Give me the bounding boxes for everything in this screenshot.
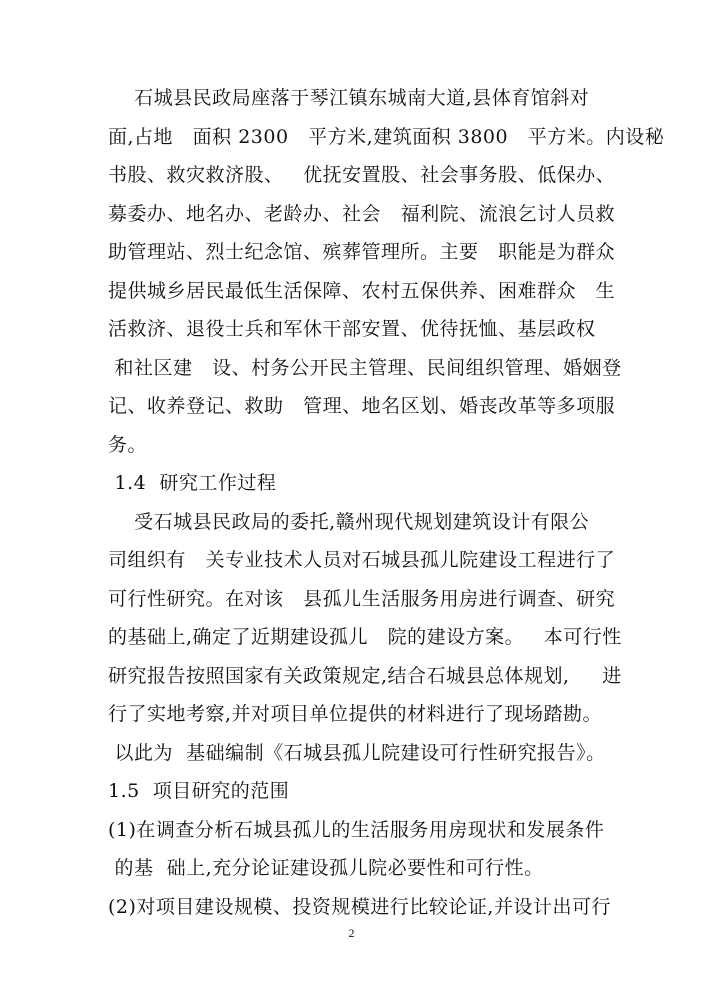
body-text-line: (2)对项目建设规模、投资规模进行比较论证,并设计出可行	[108, 896, 611, 918]
page-number: 2	[348, 926, 355, 940]
body-text-line: 募委办、地名办、老龄办、社会 福利院、流浪乞讨人员救	[108, 203, 616, 225]
body-text-line: 研究报告按照国家有关政策规定,结合石城县总体规划, 进	[108, 665, 622, 687]
body-text-line: 书股、救灾救济股、 优抚安置股、社会事务股、低保办、	[108, 164, 616, 186]
body-text-line: 提供城乡居民最低生活保障、农村五保供养、困难群众 生	[108, 280, 616, 302]
body-text-line: 可行性研究。在对该 县孤儿生活服务用房进行调查、研究	[108, 588, 616, 610]
section-heading: 1.4 研究工作过程	[108, 472, 277, 494]
body-text-line: 的基础上,确定了近期建设孤儿 院的建设方案。 本可行性	[108, 626, 622, 648]
body-text-line: 行了实地考察,并对项目单位提供的材料进行了现场踏勘。	[108, 703, 603, 725]
body-text-line: 的基 础上,充分论证建设孤儿院必要性和可行性。	[108, 857, 544, 879]
body-text-line: 受石城县民政局的委托,赣州现代规划建筑设计有限公	[108, 511, 590, 533]
body-text-line: 石城县民政局座落于琴江镇东城南大道,县体育馆斜对	[108, 87, 590, 109]
body-text-line: 面,占地 面积 2300 平方米,建筑面积 3800 平方米。内设秘	[108, 126, 665, 148]
section-heading: 1.5 项目研究的范围	[108, 780, 290, 802]
body-text-line: 活救济、退役士兵和军休干部安置、优待抚恤、基层政权	[108, 318, 596, 340]
body-text-line: 和社区建 设、村务公开民主管理、民间组织管理、婚姻登	[108, 357, 622, 379]
body-text-line: 司组织有 关专业技术人员对石城县孤儿院建设工程进行了	[108, 549, 616, 571]
body-text-line: (1)在调查分析石城县孤儿的生活服务用房现状和发展条件	[108, 819, 605, 841]
body-text-line: 助管理站、烈士纪念馆、殡葬管理所。主要 职能是为群众	[108, 241, 616, 263]
body-text-line: 记、收养登记、救助 管理、地名区划、婚丧改革等多项服	[108, 395, 616, 417]
body-text-line: 务。	[108, 434, 148, 456]
body-text-line: 以此为 基础编制《石城县孤儿院建设可行性研究报告》。	[108, 742, 606, 764]
